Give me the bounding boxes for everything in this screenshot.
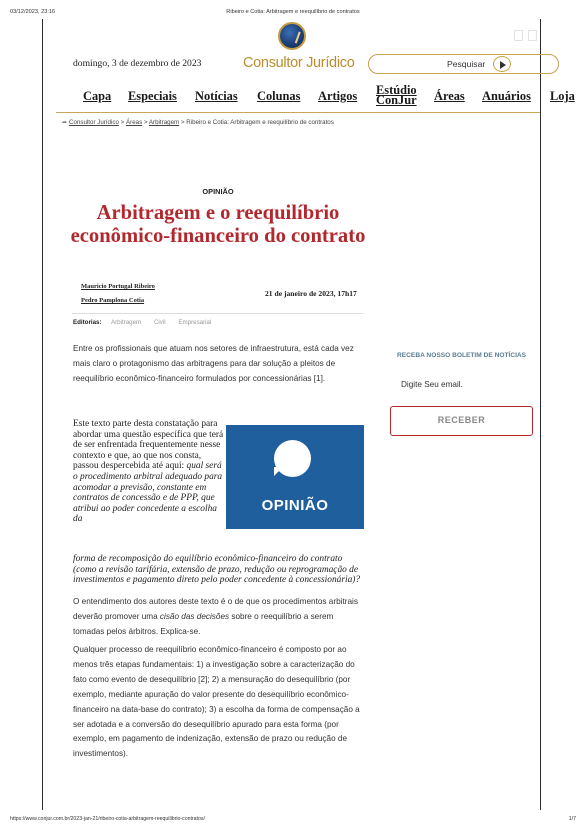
article-title: Arbitragem e o reequilíbrio econômico-financeiro do contrato [70, 202, 366, 247]
page-edge-line [540, 19, 541, 810]
editoria-tag[interactable]: Empresarial [178, 319, 212, 326]
nav-loja[interactable]: Loja [550, 89, 575, 103]
opinion-image-label: OPINIÃO [261, 497, 329, 514]
breadcrumb-sep: > [143, 119, 148, 126]
nav-especiais[interactable]: Especiais [128, 89, 177, 103]
article-paragraph-cont: forma de recomposição do equilíbrio econômico-financeiro do contrato (como a revisão tarifária, extensão de prazo, redução ou reprogramação de investimentos e pagamento direto pelo poder concedente à concessionária)? [73, 554, 361, 586]
print-date: 03/12/2023, 23:16 [10, 9, 56, 15]
newsletter-submit-button[interactable]: RECEBER [390, 406, 533, 436]
editoria-tag[interactable]: Civil [153, 319, 166, 326]
breadcrumb-arbitragem[interactable]: Arbitragem [148, 119, 180, 126]
editorias [73, 319, 222, 326]
paragraph-italic: qual será o procedimento arbitral adequado para acomodar a previsão, constante em contratos de concessão e de PPP, que atribui ao poder concedente a escolha da [73, 461, 223, 525]
editorias-label: Editorias: [73, 319, 102, 326]
search-bar[interactable] [368, 54, 559, 74]
article-paragraph: Qualquer processo de reequilíbrio econômico-financeiro é composto por ao menos três etapas fundamentais: 1) a investigação sobre a caracterização do fato como evento de desequilíbrio [2]; 2) a mensuração do desequilíbrio (por exemplo, mediante apuração do valor presente do desequilíbrio econômico-financeiro na data-base do contrato); 3) a escolha da forma de compensação a ser adotada e a conversão do desequilíbrio apurado para esta forma (por exemplo, em pagamento de indenização, extensão de prazo ou redução de investimentos). [73, 645, 360, 759]
print-url: https://www.conjur.com.br/2023-jan-21/ribeiro-cotia-arbitragem-reequilibrio-contratos/ [10, 816, 205, 822]
newsletter-title: RECEBA NOSSO BOLETIM DE NOTÍCIAS [397, 352, 527, 359]
header-utility-icons [514, 28, 542, 46]
search-input[interactable]: Pesquisar [447, 59, 486, 69]
meta-divider [72, 313, 363, 314]
home-icon: ➦ [62, 120, 68, 126]
publish-date: 21 de janeiro de 2023, 17h17 [265, 289, 357, 298]
print-page-number: 1/7 [568, 816, 576, 822]
paragraph-text: sobre o reequilíbrio a serem tomadas pelos árbitros. Explica-se. [73, 611, 334, 636]
author-link[interactable]: Mauricio Portugal Ribeiro [81, 283, 155, 290]
print-header [10, 9, 576, 19]
nav-areas[interactable]: Áreas [434, 89, 465, 103]
breadcrumb-home[interactable]: Consultor Jurídico [69, 119, 119, 126]
paragraph-text: O entendimento dos autores deste texto é o de que os procedimentos arbitrais deverão promover uma [73, 597, 358, 621]
nav-anuarios[interactable]: Anuários [482, 89, 531, 103]
paragraph-italic: cisão das decisões [159, 611, 230, 621]
article-paragraph [73, 595, 365, 640]
section-label: OPINIÃO [202, 187, 234, 196]
nav-estudio-conjur[interactable]: Estúdio ConJur [376, 83, 417, 107]
share-icon[interactable] [528, 30, 537, 41]
speech-bubble-tail [274, 467, 283, 476]
breadcrumb-current: Ribeiro e Cotia: Arbitragem e reequilíbrio de contratos [186, 119, 334, 126]
bookmark-icon[interactable] [514, 30, 523, 41]
article-paragraph [73, 419, 225, 525]
newsletter-email-input[interactable]: Digite Seu email. [401, 380, 463, 389]
site-logo[interactable]: Consultor Jurídico [243, 55, 355, 71]
print-footer [10, 816, 576, 826]
search-play-icon[interactable] [493, 56, 511, 72]
print-page-title: Ribeiro e Cotia: Arbitragem e reequilíbrio de contratos [226, 9, 360, 15]
nav-artigos[interactable]: Artigos [318, 89, 358, 103]
editoria-tag[interactable]: Arbitragem [110, 319, 142, 326]
breadcrumb [62, 119, 334, 126]
breadcrumb-sep: > [180, 119, 185, 126]
article-paragraph: Entre os profissionais que atuam nos setores de infraestrutura, está cada vez mais claro o protagonismo das arbitragens para dar solução a pleitos de reequilíbrio econômico-financeiro formulados por concessionárias [1]. [73, 344, 354, 383]
breadcrumb-areas[interactable]: Áreas [126, 119, 143, 126]
nav-colunas[interactable]: Colunas [257, 89, 301, 103]
nav-divider [56, 112, 540, 113]
opinion-image [226, 425, 364, 529]
nav-noticias[interactable]: Notícias [195, 89, 238, 103]
header-date: domingo, 3 de dezembro de 2023 [73, 58, 202, 69]
nav-capa[interactable]: Capa [83, 89, 112, 103]
paragraph-text: Este texto parte desta constatação para abordar uma questão específica que terá de ser enfrentada frequentemente nesse contexto e que, ao que nos consta, passou despercebida até aqui: [73, 419, 224, 472]
author-link[interactable]: Pedro Pamplona Cotia [81, 297, 145, 304]
breadcrumb-sep: > [120, 119, 125, 126]
logo-emblem-icon[interactable] [278, 22, 306, 50]
